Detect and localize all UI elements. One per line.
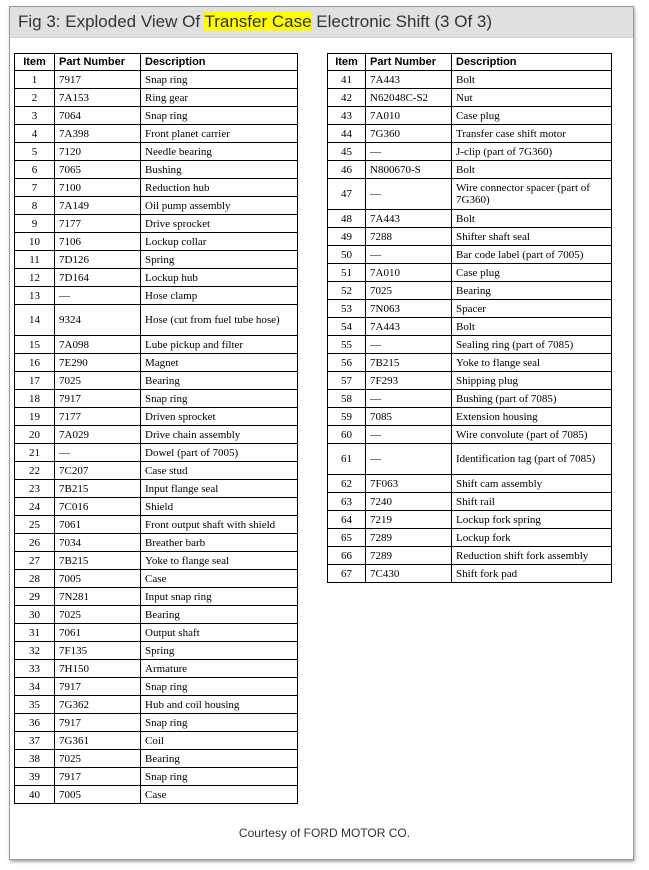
description-cell: Snap ring	[141, 71, 298, 89]
table-row	[15, 336, 298, 354]
part-number-cell: 7025	[55, 750, 141, 768]
description-cell: Dowel (part of 7005)	[141, 444, 298, 462]
table-row	[15, 480, 298, 498]
item-cell: 18	[15, 390, 55, 408]
description-cell: Bushing (part of 7085)	[452, 390, 612, 408]
description-cell: Reduction hub	[141, 179, 298, 197]
table-row	[15, 642, 298, 660]
item-cell: 49	[328, 228, 366, 246]
part-number-cell: 7106	[55, 233, 141, 251]
item-cell: 38	[15, 750, 55, 768]
item-cell: 9	[15, 215, 55, 233]
table-row	[15, 107, 298, 125]
table-row	[328, 511, 612, 529]
description-cell: Ring gear	[141, 89, 298, 107]
description-cell: Driven sprocket	[141, 408, 298, 426]
part-number-cell: 7025	[55, 372, 141, 390]
part-number-cell: 7A398	[55, 125, 141, 143]
item-cell: 46	[328, 161, 366, 179]
description-cell: Bearing	[141, 606, 298, 624]
table-row	[15, 269, 298, 287]
table-row	[15, 197, 298, 215]
description-cell: Input flange seal	[141, 480, 298, 498]
table-header-row	[328, 54, 612, 71]
item-cell: 35	[15, 696, 55, 714]
description-cell: Bolt	[452, 161, 612, 179]
item-cell: 55	[328, 336, 366, 354]
part-number-cell: 7C016	[55, 498, 141, 516]
table-row	[328, 107, 612, 125]
item-cell: 37	[15, 732, 55, 750]
table-row	[15, 287, 298, 305]
description-cell: Lube pickup and filter	[141, 336, 298, 354]
description-cell: Shift rail	[452, 493, 612, 511]
part-number-cell: —	[366, 444, 452, 475]
item-cell: 51	[328, 264, 366, 282]
table-row	[328, 390, 612, 408]
item-cell: 48	[328, 210, 366, 228]
part-number-cell: 7E290	[55, 354, 141, 372]
table-row	[15, 660, 298, 678]
item-cell: 16	[15, 354, 55, 372]
item-cell: 3	[15, 107, 55, 125]
part-number-cell: 7120	[55, 143, 141, 161]
table-row	[328, 493, 612, 511]
part-number-cell: —	[366, 336, 452, 354]
description-cell: Spacer	[452, 300, 612, 318]
description-cell: Case	[141, 786, 298, 804]
description-cell: Bolt	[452, 71, 612, 89]
table-row	[15, 161, 298, 179]
item-cell: 61	[328, 444, 366, 475]
table-row	[15, 372, 298, 390]
part-number-cell: 7917	[55, 714, 141, 732]
description-cell: Front output shaft with shield	[141, 516, 298, 534]
item-cell: 56	[328, 354, 366, 372]
table-row	[328, 529, 612, 547]
description-cell: Case plug	[452, 264, 612, 282]
part-number-cell: 7177	[55, 215, 141, 233]
table-row	[328, 565, 612, 583]
table-row	[328, 336, 612, 354]
table-row	[328, 161, 612, 179]
item-cell: 13	[15, 287, 55, 305]
table-row	[15, 606, 298, 624]
part-number-cell: 7917	[55, 390, 141, 408]
part-number-cell: —	[55, 287, 141, 305]
part-number-cell: 7034	[55, 534, 141, 552]
item-cell: 33	[15, 660, 55, 678]
item-cell: 5	[15, 143, 55, 161]
item-cell: 4	[15, 125, 55, 143]
description-cell: Case stud	[141, 462, 298, 480]
item-cell: 15	[15, 336, 55, 354]
item-cell: 57	[328, 372, 366, 390]
table-row	[15, 534, 298, 552]
part-number-cell: 7917	[55, 71, 141, 89]
description-cell: Output shaft	[141, 624, 298, 642]
description-cell: Bushing	[141, 161, 298, 179]
item-cell: 28	[15, 570, 55, 588]
description-cell: Drive chain assembly	[141, 426, 298, 444]
item-cell: 50	[328, 246, 366, 264]
description-cell: Lockup fork	[452, 529, 612, 547]
item-cell: 17	[15, 372, 55, 390]
table-row	[15, 570, 298, 588]
table-row	[328, 246, 612, 264]
description-cell: Snap ring	[141, 107, 298, 125]
table-row	[15, 444, 298, 462]
table-row	[15, 786, 298, 804]
table-row	[15, 696, 298, 714]
part-number-cell: —	[366, 390, 452, 408]
description-cell: Wire convolute (part of 7085)	[452, 426, 612, 444]
part-number-cell: 7F293	[366, 372, 452, 390]
part-number-cell: 7025	[366, 282, 452, 300]
table-row	[15, 426, 298, 444]
table-row	[328, 210, 612, 228]
table-row	[15, 143, 298, 161]
item-cell: 45	[328, 143, 366, 161]
description-cell: Oil pump assembly	[141, 197, 298, 215]
item-cell: 64	[328, 511, 366, 529]
part-number-cell: N800670-S	[366, 161, 452, 179]
description-cell: Case plug	[452, 107, 612, 125]
part-number-cell: —	[366, 246, 452, 264]
item-cell: 36	[15, 714, 55, 732]
item-column-header: Item	[328, 54, 366, 71]
table-row	[328, 475, 612, 493]
parts-table-left	[14, 53, 298, 804]
item-cell: 44	[328, 125, 366, 143]
part-number-cell: —	[366, 179, 452, 210]
description-cell: Spring	[141, 642, 298, 660]
description-cell: Spring	[141, 251, 298, 269]
item-cell: 2	[15, 89, 55, 107]
description-cell: Shipping plug	[452, 372, 612, 390]
table-row	[15, 768, 298, 786]
table-row	[328, 426, 612, 444]
item-cell: 11	[15, 251, 55, 269]
description-column-header: Description	[452, 54, 612, 71]
table-row	[15, 732, 298, 750]
part-number-cell: 7H150	[55, 660, 141, 678]
table-row	[15, 516, 298, 534]
description-cell: Needle bearing	[141, 143, 298, 161]
description-cell: Hose (cut from fuel tube hose)	[141, 305, 298, 336]
item-cell: 54	[328, 318, 366, 336]
part-number-cell: N62048C-S2	[366, 89, 452, 107]
part-number-cell: —	[366, 426, 452, 444]
table-row	[15, 552, 298, 570]
title-suffix: Electronic Shift (3 Of 3)	[311, 12, 493, 31]
item-cell: 40	[15, 786, 55, 804]
description-cell: Hose clamp	[141, 287, 298, 305]
description-cell: Sealing ring (part of 7085)	[452, 336, 612, 354]
part-number-cell: 7C207	[55, 462, 141, 480]
table-row	[15, 498, 298, 516]
item-cell: 24	[15, 498, 55, 516]
item-cell: 39	[15, 768, 55, 786]
description-column-header: Description	[141, 54, 298, 71]
part-number-cell: 7061	[55, 516, 141, 534]
title-prefix: Fig 3: Exploded View Of	[18, 12, 205, 31]
item-cell: 34	[15, 678, 55, 696]
part-number-cell: 7A443	[366, 210, 452, 228]
item-cell: 41	[328, 71, 366, 89]
description-cell: Snap ring	[141, 390, 298, 408]
table-row	[328, 354, 612, 372]
part-number-cell: 7A010	[366, 264, 452, 282]
item-cell: 26	[15, 534, 55, 552]
description-cell: Identification tag (part of 7085)	[452, 444, 612, 475]
item-cell: 62	[328, 475, 366, 493]
table-row	[328, 300, 612, 318]
figure-title	[18, 12, 492, 32]
item-cell: 31	[15, 624, 55, 642]
parts-table-right	[327, 53, 612, 583]
courtesy-credit: Courtesy of FORD MOTOR CO.	[238, 826, 411, 840]
part-number-cell: 7917	[55, 768, 141, 786]
table-header-row	[15, 54, 298, 71]
table-row	[15, 305, 298, 336]
description-cell: Snap ring	[141, 714, 298, 732]
item-cell: 29	[15, 588, 55, 606]
table-row	[15, 89, 298, 107]
description-cell: Shift cam assembly	[452, 475, 612, 493]
table-row	[328, 547, 612, 565]
title-highlight: Transfer Case	[204, 12, 312, 31]
part-number-cell: 7085	[366, 408, 452, 426]
item-cell: 42	[328, 89, 366, 107]
item-cell: 59	[328, 408, 366, 426]
description-cell: Bearing	[141, 750, 298, 768]
description-cell: Shifter shaft seal	[452, 228, 612, 246]
item-cell: 66	[328, 547, 366, 565]
description-cell: Drive sprocket	[141, 215, 298, 233]
description-cell: Breather barb	[141, 534, 298, 552]
part-number-cell: 7289	[366, 529, 452, 547]
item-cell: 19	[15, 408, 55, 426]
description-cell: Bearing	[452, 282, 612, 300]
figure-title-bar	[10, 7, 633, 38]
table-row	[328, 89, 612, 107]
description-cell: Bolt	[452, 210, 612, 228]
item-cell: 8	[15, 197, 55, 215]
part-number-cell: 7D164	[55, 269, 141, 287]
item-cell: 14	[15, 305, 55, 336]
part-number-cell: 7B215	[366, 354, 452, 372]
part-number-cell: 7G362	[55, 696, 141, 714]
table-row	[328, 228, 612, 246]
description-cell: Lockup hub	[141, 269, 298, 287]
description-cell: Wire connector spacer (part of 7G360)	[452, 179, 612, 210]
item-cell: 25	[15, 516, 55, 534]
item-cell: 58	[328, 390, 366, 408]
description-cell: Shift fork pad	[452, 565, 612, 583]
part-number-cell: 7D126	[55, 251, 141, 269]
part-number-cell: 7F063	[366, 475, 452, 493]
description-cell: J-clip (part of 7G360)	[452, 143, 612, 161]
description-cell: Reduction shift fork assembly	[452, 547, 612, 565]
table-row	[15, 71, 298, 89]
part-number-cell: 7F135	[55, 642, 141, 660]
item-cell: 65	[328, 529, 366, 547]
description-cell: Transfer case shift motor	[452, 125, 612, 143]
table-row	[15, 678, 298, 696]
table-row	[15, 179, 298, 197]
part-number-cell: 7A098	[55, 336, 141, 354]
description-cell: Extension housing	[452, 408, 612, 426]
item-cell: 47	[328, 179, 366, 210]
description-cell: Shield	[141, 498, 298, 516]
table-row	[15, 215, 298, 233]
part-number-cell: 7917	[55, 678, 141, 696]
description-cell: Magnet	[141, 354, 298, 372]
table-row	[15, 714, 298, 732]
description-cell: Lockup collar	[141, 233, 298, 251]
table-row	[15, 251, 298, 269]
table-row	[328, 143, 612, 161]
table-row	[15, 125, 298, 143]
table-row	[328, 372, 612, 390]
item-cell: 30	[15, 606, 55, 624]
part-number-column-header: Part Number	[366, 54, 452, 71]
description-cell: Case	[141, 570, 298, 588]
table-row	[15, 462, 298, 480]
part-number-cell: 7288	[366, 228, 452, 246]
item-cell: 43	[328, 107, 366, 125]
item-column-header: Item	[15, 54, 55, 71]
description-cell: Lockup fork spring	[452, 511, 612, 529]
part-number-cell: 7A443	[366, 71, 452, 89]
item-cell: 21	[15, 444, 55, 462]
description-cell: Bolt	[452, 318, 612, 336]
part-number-cell: 7G360	[366, 125, 452, 143]
part-number-cell: 7A010	[366, 107, 452, 125]
table-row	[15, 408, 298, 426]
part-number-cell: 7N281	[55, 588, 141, 606]
part-number-cell: 9324	[55, 305, 141, 336]
description-cell: Armature	[141, 660, 298, 678]
item-cell: 6	[15, 161, 55, 179]
table-row	[328, 408, 612, 426]
item-cell: 67	[328, 565, 366, 583]
table-row	[15, 750, 298, 768]
part-number-column-header: Part Number	[55, 54, 141, 71]
description-cell: Bearing	[141, 372, 298, 390]
item-cell: 27	[15, 552, 55, 570]
description-cell: Snap ring	[141, 678, 298, 696]
description-cell: Input snap ring	[141, 588, 298, 606]
table-row	[328, 444, 612, 475]
item-cell: 1	[15, 71, 55, 89]
item-cell: 60	[328, 426, 366, 444]
part-number-cell: 7005	[55, 786, 141, 804]
table-row	[15, 233, 298, 251]
item-cell: 10	[15, 233, 55, 251]
table-row	[328, 179, 612, 210]
table-row	[15, 624, 298, 642]
part-number-cell: 7B215	[55, 480, 141, 498]
part-number-cell: —	[55, 444, 141, 462]
item-cell: 12	[15, 269, 55, 287]
part-number-cell: 7025	[55, 606, 141, 624]
table-row	[328, 125, 612, 143]
table-row	[328, 71, 612, 89]
description-cell: Snap ring	[141, 768, 298, 786]
table-row	[15, 390, 298, 408]
item-cell: 23	[15, 480, 55, 498]
part-number-cell: 7A029	[55, 426, 141, 444]
part-number-cell: 7C430	[366, 565, 452, 583]
part-number-cell: 7289	[366, 547, 452, 565]
part-number-cell: 7N063	[366, 300, 452, 318]
table-row	[15, 588, 298, 606]
part-number-cell: 7061	[55, 624, 141, 642]
item-cell: 22	[15, 462, 55, 480]
description-cell: Bar code label (part of 7005)	[452, 246, 612, 264]
table-row	[328, 318, 612, 336]
part-number-cell: 7B215	[55, 552, 141, 570]
item-cell: 7	[15, 179, 55, 197]
table-row	[15, 354, 298, 372]
part-number-cell: 7240	[366, 493, 452, 511]
description-cell: Yoke to flange seal	[141, 552, 298, 570]
item-cell: 20	[15, 426, 55, 444]
description-cell: Nut	[452, 89, 612, 107]
part-number-cell: 7177	[55, 408, 141, 426]
part-number-cell: 7065	[55, 161, 141, 179]
item-cell: 53	[328, 300, 366, 318]
part-number-cell: 7100	[55, 179, 141, 197]
description-cell: Hub and coil housing	[141, 696, 298, 714]
part-number-cell: —	[366, 143, 452, 161]
part-number-cell: 7A153	[55, 89, 141, 107]
item-cell: 32	[15, 642, 55, 660]
description-cell: Yoke to flange seal	[452, 354, 612, 372]
description-cell: Front planet carrier	[141, 125, 298, 143]
part-number-cell: 7064	[55, 107, 141, 125]
part-number-cell: 7G361	[55, 732, 141, 750]
part-number-cell: 7219	[366, 511, 452, 529]
part-number-cell: 7005	[55, 570, 141, 588]
table-row	[328, 264, 612, 282]
table-row	[328, 282, 612, 300]
item-cell: 63	[328, 493, 366, 511]
part-number-cell: 7A149	[55, 197, 141, 215]
description-cell: Coil	[141, 732, 298, 750]
item-cell: 52	[328, 282, 366, 300]
part-number-cell: 7A443	[366, 318, 452, 336]
